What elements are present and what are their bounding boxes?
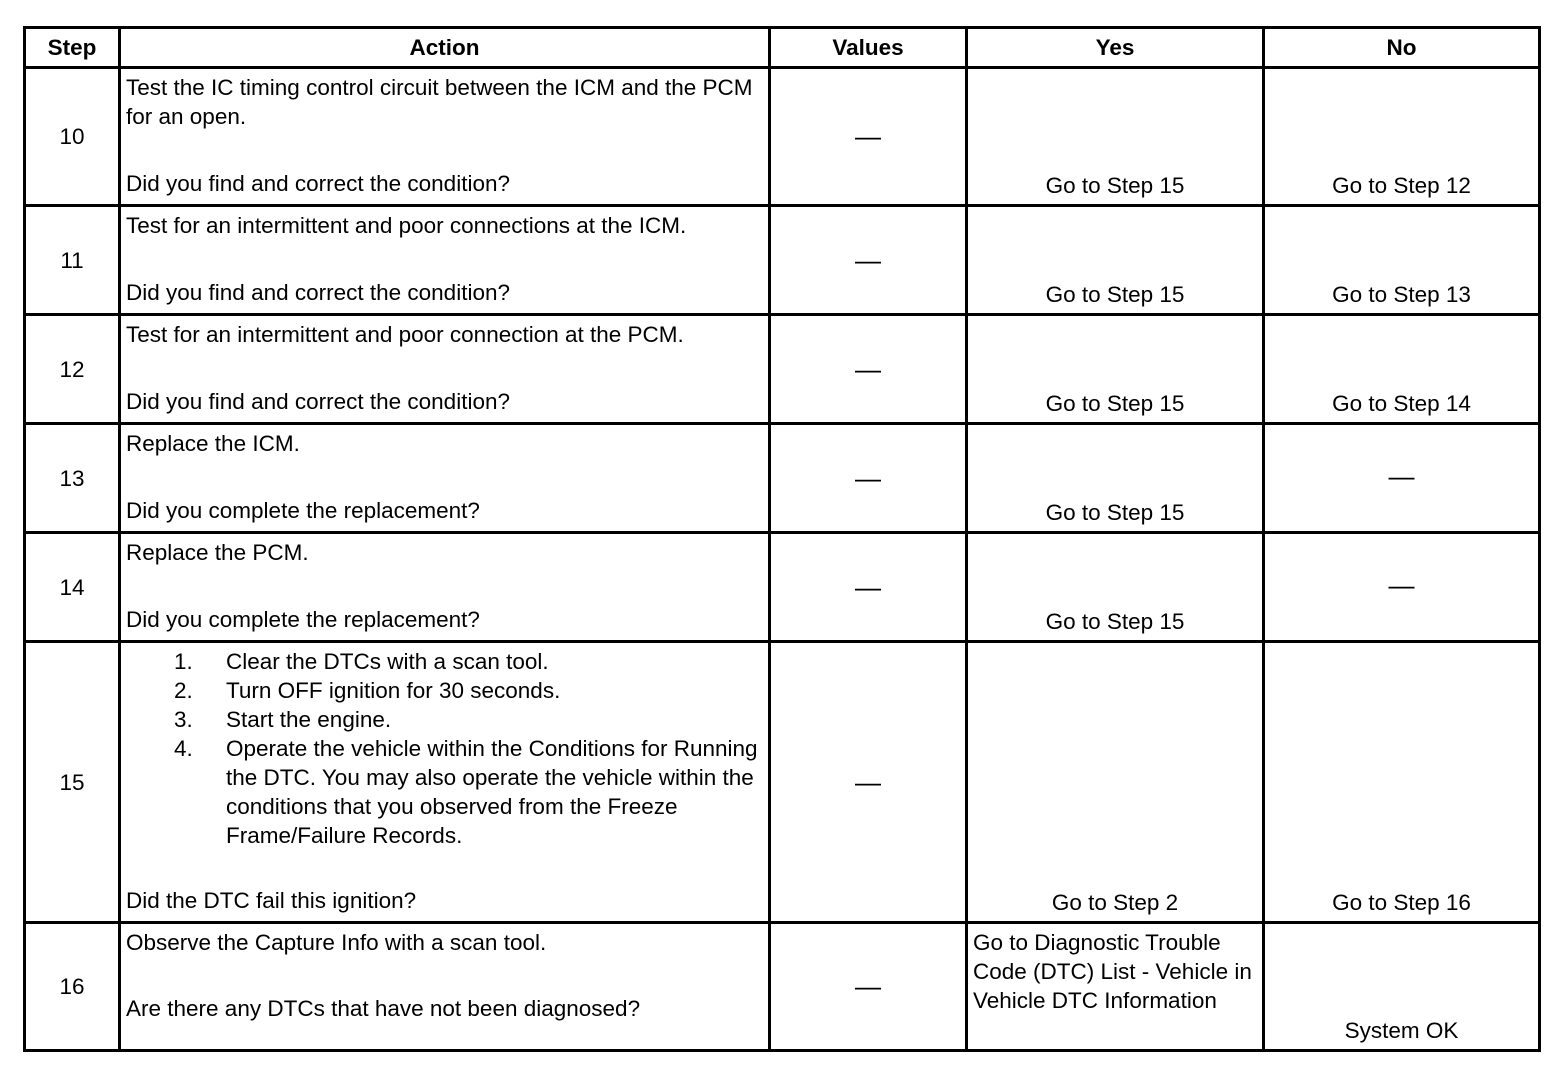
list-item: 1. Clear the DTCs with a scan tool. bbox=[174, 649, 549, 674]
no-value: — bbox=[1264, 533, 1540, 642]
no-value: System OK bbox=[1264, 923, 1540, 1051]
table-row bbox=[25, 315, 1540, 424]
action-text: Test for an intermittent and poor connections at the ICM. bbox=[126, 213, 687, 238]
step-number: 12 bbox=[25, 315, 120, 424]
action-text: Observe the Capture Info with a scan tool. bbox=[126, 930, 547, 955]
action-cell bbox=[120, 315, 770, 424]
list-item: 3. Start the engine. bbox=[174, 707, 392, 732]
step-number: 13 bbox=[25, 424, 120, 533]
no-link[interactable]: Go to Step 16 bbox=[1264, 642, 1540, 923]
yes-link[interactable]: Go to Step 15 bbox=[967, 206, 1264, 315]
values-cell: — bbox=[770, 424, 967, 533]
values-cell: — bbox=[770, 923, 967, 1051]
table-row bbox=[25, 206, 1540, 315]
action-text: Replace the ICM. bbox=[126, 431, 300, 456]
action-cell bbox=[120, 206, 770, 315]
question-text: Did you complete the replacement? bbox=[126, 498, 480, 523]
values-cell: — bbox=[770, 533, 967, 642]
question-text: Are there any DTCs that have not been diagnosed? bbox=[126, 996, 641, 1021]
no-link[interactable]: Go to Step 14 bbox=[1264, 315, 1540, 424]
yes-link[interactable]: Go to Step 2 bbox=[967, 642, 1264, 923]
step-number: 14 bbox=[25, 533, 120, 642]
action-cell bbox=[120, 424, 770, 533]
header-no: No bbox=[1264, 28, 1540, 68]
table-row bbox=[25, 533, 1540, 642]
yes-link[interactable]: Go to Step 15 bbox=[967, 68, 1264, 206]
table-row bbox=[25, 642, 1540, 923]
yes-link[interactable]: Go to Diagnostic Trouble Code (DTC) List - Vehicle in Vehicle DTC Information bbox=[967, 923, 1264, 1051]
action-text: Test for an intermittent and poor connection at the PCM. bbox=[126, 322, 684, 347]
values-cell: — bbox=[770, 642, 967, 923]
action-cell bbox=[120, 533, 770, 642]
header-action: Action bbox=[120, 28, 770, 68]
table-row bbox=[25, 923, 1540, 1051]
table-row bbox=[25, 68, 1540, 206]
table-row bbox=[25, 424, 1540, 533]
yes-link[interactable]: Go to Step 15 bbox=[967, 424, 1264, 533]
values-cell: — bbox=[770, 315, 967, 424]
no-value: — bbox=[1264, 424, 1540, 533]
yes-link[interactable]: Go to Step 15 bbox=[967, 315, 1264, 424]
yes-link[interactable]: Go to Step 15 bbox=[967, 533, 1264, 642]
header-row bbox=[25, 28, 1540, 68]
diagnostic-table bbox=[23, 26, 1541, 1052]
step-number: 11 bbox=[25, 206, 120, 315]
no-link[interactable]: Go to Step 13 bbox=[1264, 206, 1540, 315]
values-cell: — bbox=[770, 68, 967, 206]
question-text: Did you find and correct the condition? bbox=[126, 389, 510, 414]
step-number: 16 bbox=[25, 923, 120, 1051]
step-number: 10 bbox=[25, 68, 120, 206]
header-values: Values bbox=[770, 28, 967, 68]
action-cell bbox=[120, 68, 770, 206]
action-cell bbox=[120, 923, 770, 1051]
no-link[interactable]: Go to Step 12 bbox=[1264, 68, 1540, 206]
action-text: Replace the PCM. bbox=[126, 540, 309, 565]
action-cell bbox=[120, 642, 770, 923]
question-text: Did you find and correct the condition? bbox=[126, 171, 510, 196]
step-number: 15 bbox=[25, 642, 120, 923]
list-item: 4. Operate the vehicle within the Conditions for Running the DTC. You may also operate the vehicle within the conditions that you observed from the Freeze Frame/Failure Records. bbox=[174, 736, 758, 848]
list-item: 2. Turn OFF ignition for 30 seconds. bbox=[174, 678, 561, 703]
question-text: Did the DTC fail this ignition? bbox=[126, 888, 417, 913]
values-cell: — bbox=[770, 206, 967, 315]
header-step: Step bbox=[25, 28, 120, 68]
procedure-list bbox=[126, 647, 762, 850]
question-text: Did you complete the replacement? bbox=[126, 607, 480, 632]
action-text: Test the IC timing control circuit between the ICM and the PCM for an open. bbox=[126, 75, 753, 129]
header-yes: Yes bbox=[967, 28, 1264, 68]
question-text: Did you find and correct the condition? bbox=[126, 280, 510, 305]
